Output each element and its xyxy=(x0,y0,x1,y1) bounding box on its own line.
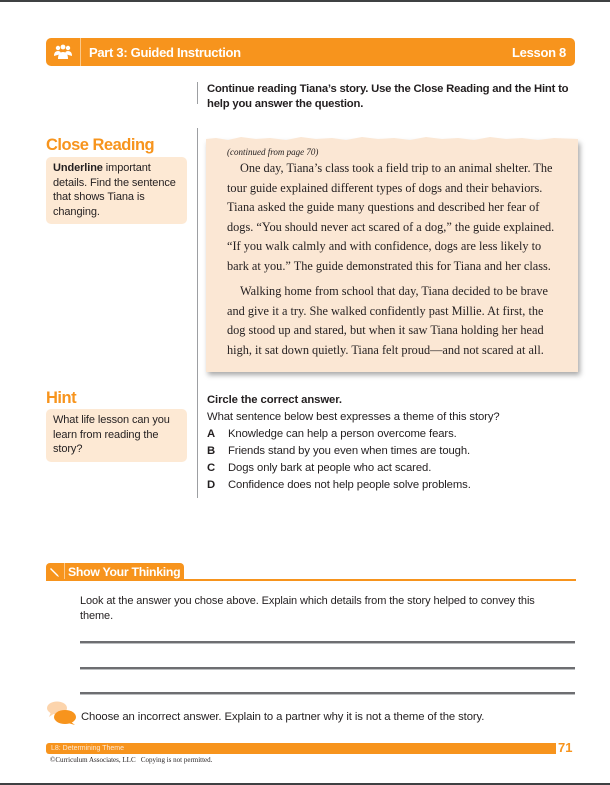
hint-text: What life lesson can you learn from reading the story? xyxy=(53,414,170,455)
option-text: Dogs only bark at people who act scared. xyxy=(228,462,432,474)
orange-rule xyxy=(46,579,576,581)
column-divider xyxy=(197,82,198,104)
question-heading: Circle the correct answer. xyxy=(207,394,342,406)
writing-line[interactable] xyxy=(80,692,575,695)
torn-edge xyxy=(206,136,578,142)
option-letter: A xyxy=(207,428,216,440)
option-text: Knowledge can help a person overcome fears. xyxy=(228,428,457,440)
footer-bar xyxy=(46,743,556,754)
option-letter: C xyxy=(207,462,216,474)
answer-option-b[interactable] xyxy=(207,443,582,460)
page-number: 71 xyxy=(558,740,573,755)
writing-line[interactable] xyxy=(80,641,575,644)
show-your-thinking-header xyxy=(46,563,576,581)
answer-option-d[interactable] xyxy=(207,477,582,494)
story-paragraph: One day, Tiana’s class took a field trip to an animal shelter. The tour guide explained different types of dogs and their behaviors. Tiana asked the guide many questions and described her fear of dogs. “You should never act scared of a dog,” the guide explained. “If you walk calmly and with confidence, dogs are less likely to bark at you.” The guide demonstrated this for Tiana and her class. xyxy=(227,161,555,273)
answer-option-a[interactable] xyxy=(207,426,582,443)
question-prompt: What sentence below best expresses a theme of this story? xyxy=(207,411,500,423)
close-reading-box xyxy=(46,157,187,224)
section-header xyxy=(46,38,575,66)
question-block xyxy=(207,392,582,494)
answer-option-c[interactable] xyxy=(207,460,582,477)
speech-bubbles-icon xyxy=(46,700,78,726)
close-reading-title: Close Reading xyxy=(46,136,155,154)
hint-box xyxy=(46,409,187,462)
close-reading-bold: Underline xyxy=(53,162,103,174)
writing-line[interactable] xyxy=(80,667,575,670)
option-letter: B xyxy=(207,445,216,457)
show-your-thinking-title: Show Your Thinking xyxy=(68,565,181,579)
lesson-label: Lesson 8 xyxy=(512,44,566,60)
story-passage xyxy=(206,140,578,372)
part-title: Part 3: Guided Instruction xyxy=(89,44,241,60)
top-border xyxy=(0,0,610,2)
group-icon xyxy=(46,38,81,66)
option-text: Friends stand by you even when times are tough. xyxy=(228,445,471,457)
copyright: ©Curriculum Associates, LLC Copying is not permitted. xyxy=(50,756,213,764)
thinking-prompt: Look at the answer you chose above. Explain which details from the story helped to convey this theme. xyxy=(80,595,535,622)
continued-note: (continued from page 70) xyxy=(227,147,319,157)
close-reading-text: important details. Find the sentence that shows Tiana is changing. xyxy=(53,162,176,218)
option-letter: D xyxy=(207,479,216,491)
option-text: Confidence does not help people solve problems. xyxy=(228,479,471,491)
story-paragraph: Walking home from school that day, Tiana decided to be brave and give it a try. She walked confidently past Millie. At first, the dog stood up and stared, but when it saw Tiana holding her head high, it sat down quietly. Tiana felt proud—and not scared at all. xyxy=(227,284,548,357)
hint-title: Hint xyxy=(46,389,77,407)
column-divider xyxy=(197,128,198,498)
footer-lesson-label: L8: Determining Theme xyxy=(51,745,125,752)
partner-prompt: Choose an incorrect answer. Explain to a partner why it is not a theme of the story. xyxy=(81,711,485,723)
instructions: Continue reading Tiana’s story. Use the Close Reading and the Hint to help you answer the question. xyxy=(207,83,569,110)
